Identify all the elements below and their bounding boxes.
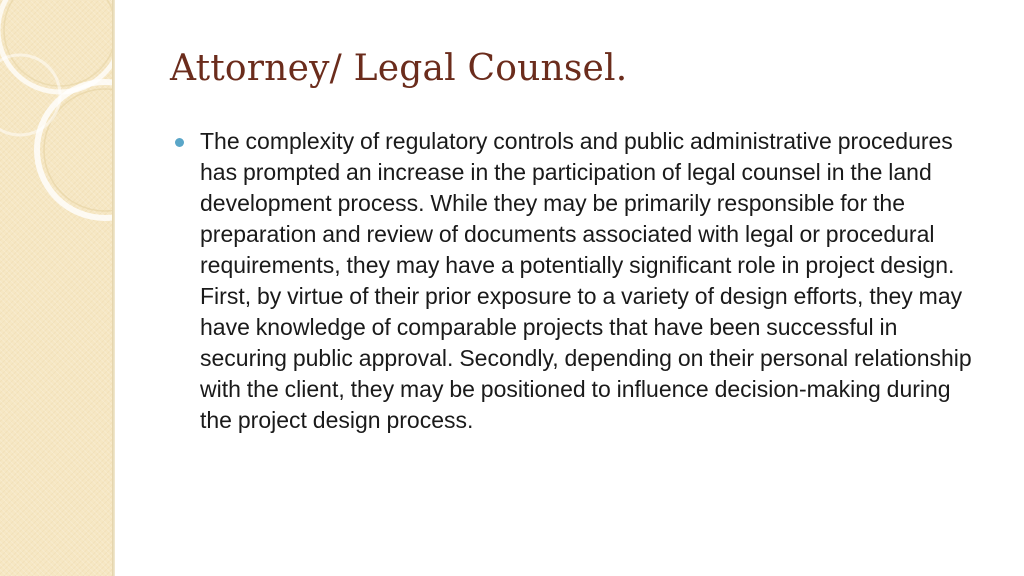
side-panel-edge: [112, 0, 115, 576]
decorative-rings: [0, 0, 112, 576]
decorative-side-panel: [0, 0, 112, 576]
bullet-dot-icon: [175, 138, 184, 147]
bullet-text: The complexity of regulatory controls and public administrative procedures has prompted an increase in the participation of legal counsel in the land development process. While they may be primarily responsible for the preparation and review of documents associated with legal or procedural requirements, they may have a potentially significant role in project design. First, by virtue of their prior exposure to a variety of design efforts, they may have knowledge of comparable projects that have been successful in securing public approval. Secondly, depending on their personal relationship with the client, they may be positioned to influence decision-making during the project design process.: [200, 128, 972, 433]
slide-title: Attorney/ Legal Counsel.: [170, 48, 628, 89]
slide-body: [175, 126, 985, 436]
bullet-item: [175, 126, 985, 436]
